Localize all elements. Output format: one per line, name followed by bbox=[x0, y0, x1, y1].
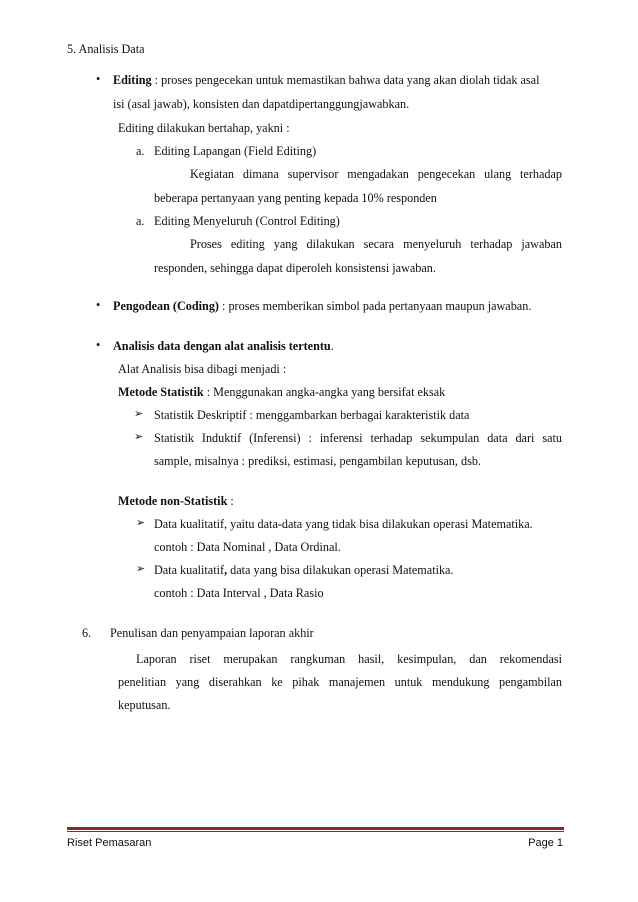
section-6-line3: keputusan. bbox=[118, 698, 171, 712]
analysis-intro: Alat Analisis bisa dibagi menjadi : bbox=[118, 362, 287, 376]
editing-stages-intro: Editing dilakukan bertahap, yakni : bbox=[118, 121, 290, 135]
editing-item-1-line1: Kegiatan dimana supervisor mengadakan pengecekan ulang terhadap bbox=[190, 167, 562, 181]
section-6-title: Penulisan dan penyampaian laporan akhir bbox=[110, 626, 314, 640]
editing-def-line2: isi (asal jawab), konsisten dan dapatdipertanggungjawabkan. bbox=[113, 97, 410, 111]
non-statistik-item-2-example: contoh : Data Interval , Data Rasio bbox=[154, 586, 324, 600]
footer-rule-thin bbox=[67, 831, 564, 832]
coding-term: Pengodean (Coding) bbox=[113, 299, 219, 313]
bullet-coding: • bbox=[96, 298, 101, 312]
editing-term: Editing bbox=[113, 73, 152, 87]
non-statistik-definition bbox=[118, 493, 234, 509]
bullet-editing: • bbox=[96, 72, 101, 86]
non-statistik-item-1-example: contoh : Data Nominal , Data Ordinal. bbox=[154, 540, 341, 554]
footer-rule-thick bbox=[67, 827, 564, 830]
non-statistik-item-2 bbox=[154, 562, 454, 578]
arrow-bullet-icon: ➢ bbox=[134, 407, 144, 420]
footer-left: Riset Pemasaran bbox=[67, 837, 152, 849]
analysis-term: Analisis data dengan alat analisis tertentu bbox=[113, 339, 331, 353]
analysis-term-end: . bbox=[330, 339, 334, 353]
editing-item-2-line1: Proses editing yang dilakukan secara menyeluruh terhadap jawaban bbox=[190, 237, 562, 251]
coding-def: : proses memberikan simbol pada pertanyaan maupun jawaban. bbox=[218, 299, 532, 313]
arrow-bullet-icon: ➢ bbox=[136, 562, 146, 575]
editing-item-1-line2: beberapa pertanyaan yang penting kepada 10% responden bbox=[154, 191, 437, 205]
non-statistik-item-2-a: Data kualitatif bbox=[154, 563, 225, 577]
statistik-def: : Menggunakan angka-angka yang bersifat eksak bbox=[203, 385, 446, 399]
bullet-analysis: • bbox=[96, 338, 101, 352]
non-statistik-item-2-c: data yang bisa dilakukan operasi Matematika. bbox=[227, 563, 454, 577]
section-6-line1: Laporan riset merupakan rangkuman hasil, kesimpulan, dan rekomendasi bbox=[136, 652, 562, 666]
statistik-item-1: Statistik Deskriptif : menggambarkan berbagai karakteristik data bbox=[154, 408, 470, 422]
statistik-term: Metode Statistik bbox=[118, 385, 204, 399]
editing-definition bbox=[113, 72, 539, 88]
editing-item-2-title: Editing Menyeluruh (Control Editing) bbox=[154, 214, 340, 228]
editing-item-1-title: Editing Lapangan (Field Editing) bbox=[154, 144, 317, 158]
non-statistik-item-1: Data kualitatif, yaitu data-data yang tidak bisa dilakukan operasi Matematika. bbox=[154, 517, 533, 531]
arrow-bullet-icon: ➢ bbox=[134, 430, 144, 443]
section-6-number: 6. bbox=[82, 626, 92, 640]
coding-definition bbox=[113, 298, 531, 314]
non-statistik-term: Metode non-Statistik bbox=[118, 494, 228, 508]
editing-item-2-line2: responden, sehingga dapat diperoleh konsistensi jawaban. bbox=[154, 261, 436, 275]
footer-page-number: Page 1 bbox=[528, 837, 563, 849]
editing-item-2-marker: a. bbox=[136, 214, 145, 228]
editing-item-1-marker: a. bbox=[136, 144, 145, 158]
statistik-definition bbox=[118, 384, 445, 400]
editing-def-line1: : proses pengecekan untuk memastikan bahwa data yang akan diolah tidak asal bbox=[151, 73, 540, 87]
non-statistik-item-2-comma: , bbox=[224, 563, 228, 577]
non-statistik-def: : bbox=[227, 494, 234, 508]
analysis-heading bbox=[113, 338, 334, 354]
section-title: 5. Analisis Data bbox=[67, 42, 145, 56]
statistik-item-2-line1: Statistik Induktif (Inferensi) : inferensi terhadap sekumpulan data dari satu bbox=[154, 431, 562, 445]
arrow-bullet-icon: ➢ bbox=[136, 516, 146, 529]
section-6-line2: penelitian yang diserahkan ke pihak manajemen untuk mendukung pengambilan bbox=[118, 675, 562, 689]
statistik-item-2-line2: sample, misalnya : prediksi, estimasi, pengambilan keputusan, dsb. bbox=[154, 454, 481, 468]
